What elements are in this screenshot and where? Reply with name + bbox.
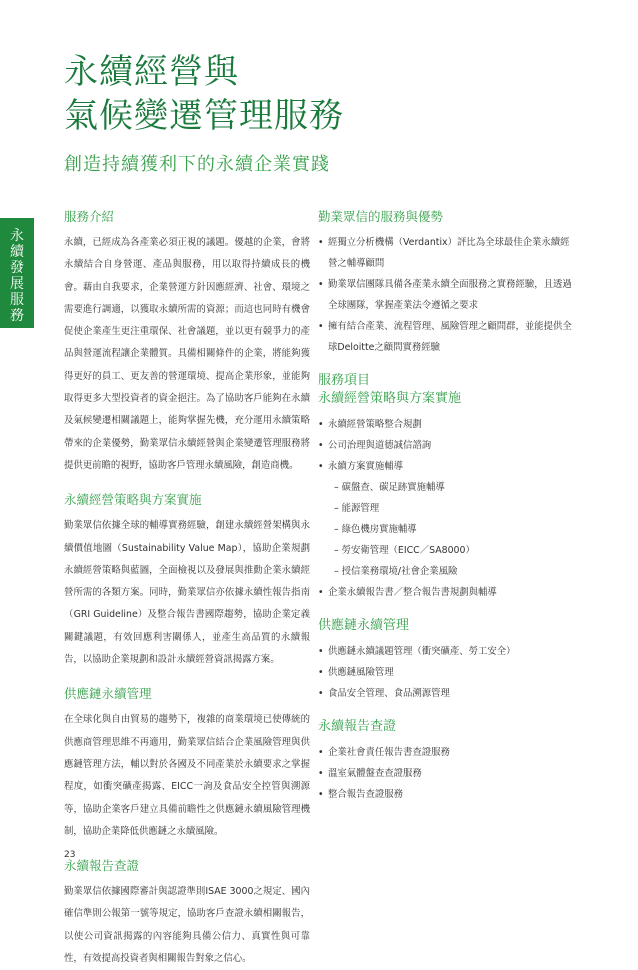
side-tab-char: 永 bbox=[10, 228, 24, 244]
list-item: • 企業社會責任報告書查證服務 bbox=[318, 742, 578, 763]
side-tab-char: 展 bbox=[10, 276, 24, 292]
list-item: • 經獨立分析機構（Verdantix）評比為全球最佳企業永續經營之輔導顧問 bbox=[318, 232, 578, 274]
supply-items-heading: 供應鏈永續管理 bbox=[318, 618, 410, 633]
supply-items-list bbox=[318, 641, 578, 704]
service-items-heading: 服務項目 bbox=[318, 373, 371, 388]
page-title bbox=[64, 50, 344, 138]
list-item: • 供應鏈風險管理 bbox=[318, 662, 578, 683]
strategy-heading: 永續經營策略與方案實施 bbox=[64, 492, 202, 508]
assurance-paragraph: 勤業眾信依據國際審計與認證準則ISAE 3000之規定、國內確信準則公報第一號等規定，協助客戶查證永續相關報告，以使公司資訊揭露的內容能夠具備公信力、真實性與可靠性，有效提高投資者與相關報告對象之信心。 bbox=[64, 886, 310, 965]
intro-paragraph: 永續，已經成為各產業必須正視的議題。優越的企業，會將永續結合自身營運、產品與服務，用以取得持續成長的機會。藉由自我要求，企業營運方針因應經濟、社會、環境之需要進行調適，以獲取永續所需的資源；而這也同時有機會促使企業產生更注重環保、社會議題，並以更有競爭力的產品與營運流程讓企業體質。具備相關條件的企業，將能夠獲得更好的員工、更友善的營運環境、提高企業形象，並能夠取得更多大型投資者的資金挹注。為了協助客戶能夠在永續及氣候變遷相關議題上，能夠掌握先機，充分運用永續策略帶來的企業優勢，勤業眾信永續經營與企業變遷管理服務將提供更前瞻的視野，協助客戶管理永續風險，創造商機。 bbox=[64, 237, 310, 471]
list-subitem: – 綠色機房實施輔導 bbox=[334, 524, 417, 535]
left-column bbox=[64, 208, 310, 970]
list-item: • 永續方案實施輔導 bbox=[318, 456, 578, 477]
right-column bbox=[318, 208, 578, 805]
assurance-items-list bbox=[318, 742, 578, 805]
title-line-2: 氣候變遷管理服務 bbox=[64, 96, 344, 136]
side-tab-char: 務 bbox=[10, 308, 24, 324]
list-item: • 供應鏈永續議題管理（衝突礦產、勞工安全） bbox=[318, 641, 578, 662]
advantages-heading: 勤業眾信的服務與優勢 bbox=[318, 209, 444, 224]
list-subitem: – 碳盤查、碳足跡實施輔導 bbox=[334, 482, 445, 493]
list-item: • 公司治理與道德誠信諮詢 bbox=[318, 435, 578, 456]
strategy-items-heading: 永續經營策略與方案實施 bbox=[318, 391, 462, 406]
strategy-items-list bbox=[318, 414, 578, 603]
section-side-tab bbox=[0, 218, 34, 328]
supply-heading: 供應鏈永續管理 bbox=[64, 686, 152, 702]
list-item: • 勤業眾信團隊具備各產業永續全面服務之實務經驗，且透過全球團隊，掌握產業法令遵循之要求 bbox=[318, 274, 578, 316]
list-subitem: – 勞安衛管理（EICC／SA8000） bbox=[334, 545, 475, 556]
intro-heading: 服務介紹 bbox=[64, 209, 115, 224]
side-tab-char: 服 bbox=[10, 292, 24, 308]
page-number: 23 bbox=[64, 850, 76, 860]
strategy-paragraph: 勤業眾信依據全球的輔導實務經驗，創建永續經營架構與永續價值地圖（Sustainability Value Map），協助企業規劃永續經營策略與藍圖，全面檢視以及發展與推動企業永續經營所需的各類方案。同時，勤業眾信亦依據永續性報告指南（GRI Guideline）及整合報告書國際趨勢，協助企業定義關鍵議題，有效回應利害關係人，並產生高品質的永續報告，以協助企業規劃和設計永續經營資訊揭露方案。 bbox=[64, 520, 310, 666]
assurance-heading: 永續報告查證 bbox=[64, 858, 140, 874]
list-item: • 整合報告查證服務 bbox=[318, 784, 578, 805]
list-item: • 食品安全管理、食品溯源管理 bbox=[318, 683, 578, 704]
list-subitem: – 授信業務環境/社會企業風險 bbox=[334, 566, 458, 577]
list-item: • 擁有結合產業、流程管理、風險管理之顧問群，並能提供全球Deloitte之顧問實務經驗 bbox=[318, 316, 578, 358]
advantages-list bbox=[318, 232, 578, 358]
page-subtitle: 創造持續獲利下的永續企業實踐 bbox=[64, 154, 330, 175]
title-line-1: 永續經營與 bbox=[64, 52, 239, 92]
list-item: • 企業永續報告書／整合報告書規劃與輔導 bbox=[318, 582, 578, 603]
side-tab-char: 續 bbox=[10, 244, 24, 260]
list-subitem: – 能源管理 bbox=[334, 503, 380, 514]
assurance-items-heading: 永續報告查證 bbox=[318, 719, 397, 734]
list-item: • 永續經營策略整合規劃 bbox=[318, 414, 578, 435]
supply-paragraph: 在全球化與自由貿易的趨勢下，複雜的商業環境已使傳統的供應商管理思維不再適用，勤業眾信結合企業風險管理與供應鏈管理方法，輔以對於各國及不同產業於永續要求之掌握程度，如衝突礦產揭露、EICC一詢及食品安全控管與溯源等，協助企業客戶建立具備前瞻性之供應鏈永續風險管理機制，協助企業降低供應鏈之永續風險。 bbox=[64, 714, 310, 837]
side-tab-char: 發 bbox=[10, 260, 24, 276]
list-item: • 溫室氣體盤查查證服務 bbox=[318, 763, 578, 784]
